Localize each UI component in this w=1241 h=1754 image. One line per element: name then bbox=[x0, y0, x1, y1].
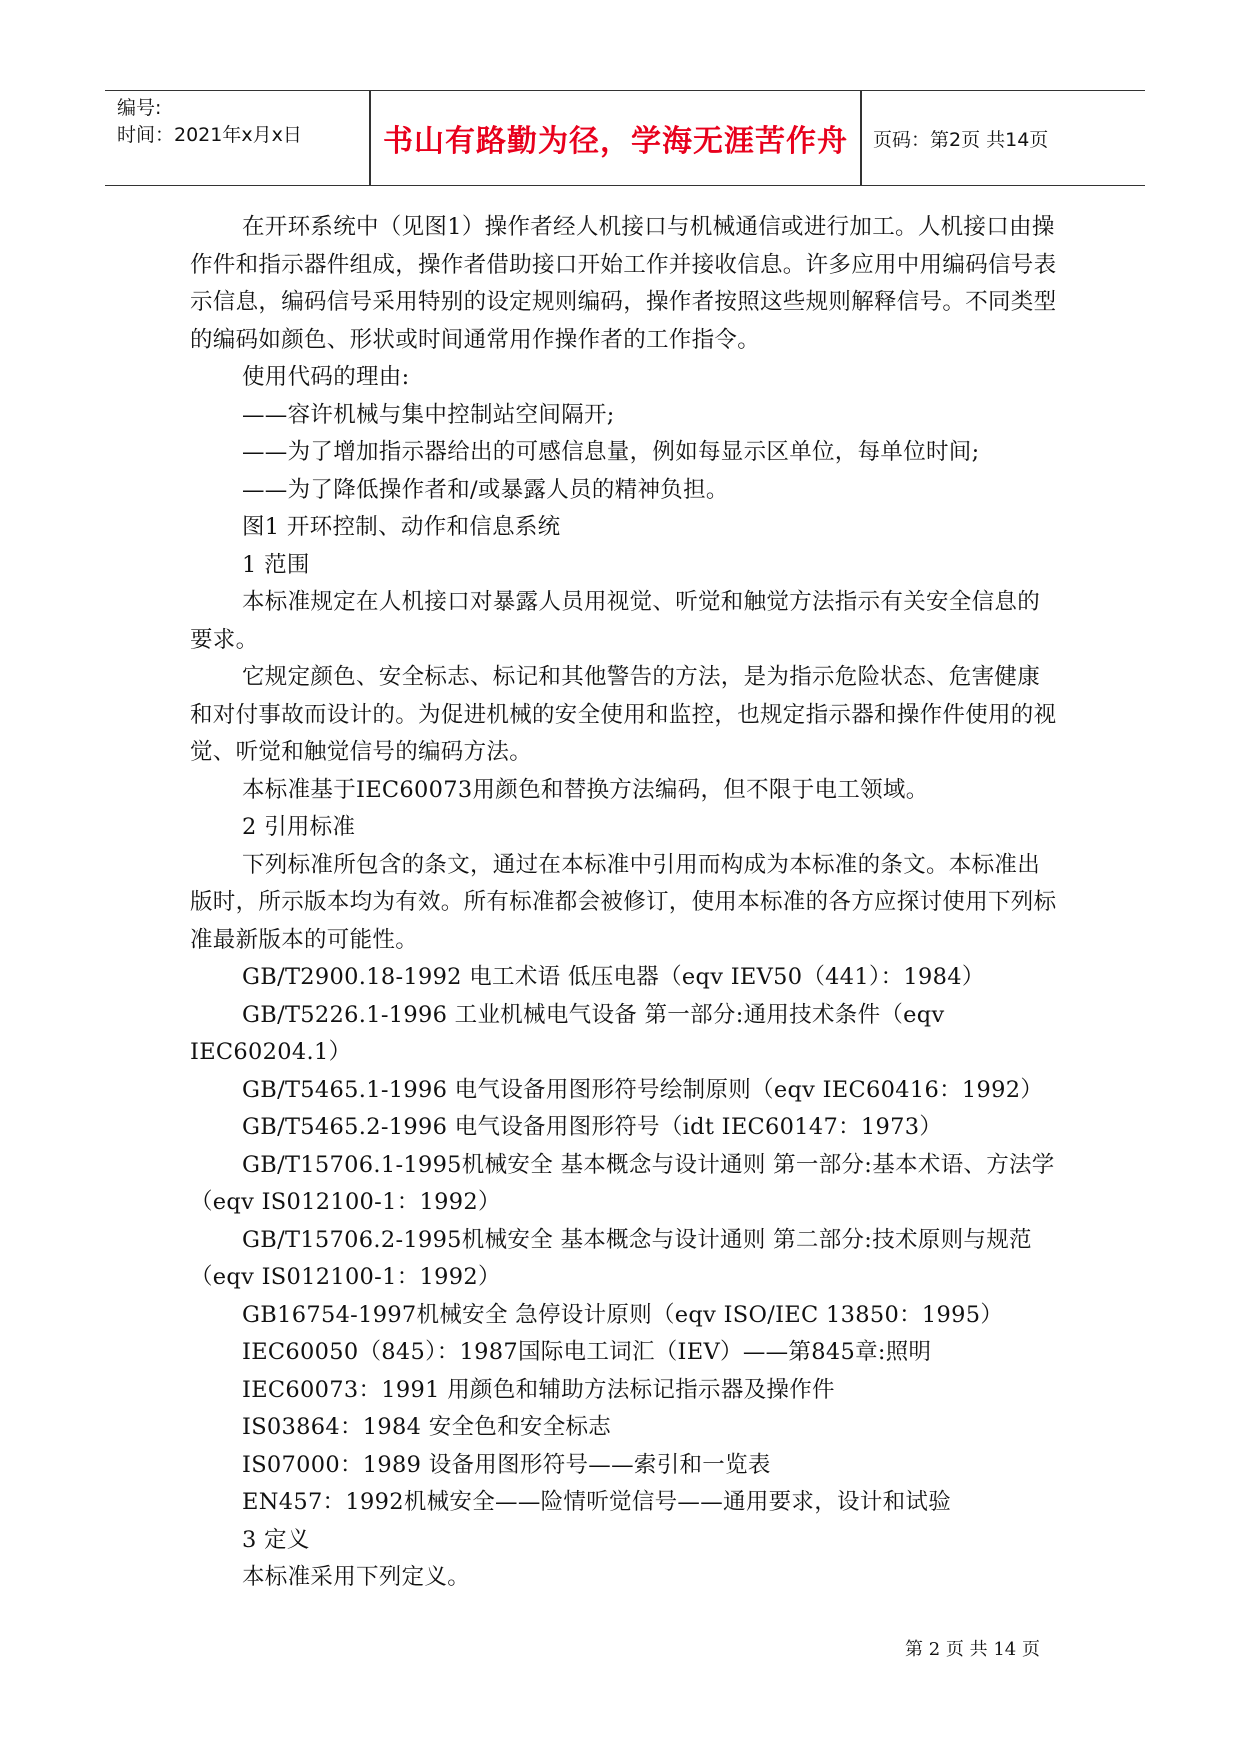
document-body bbox=[190, 209, 1060, 1597]
page-footer: 第 2 页 共 14 页 bbox=[905, 1639, 1040, 1660]
paragraph: 在开环系统中（见图1）操作者经人机接口与机械通信或进行加工。人机接口由操作件和指示器件组成，操作者借助接口开始工作并接收信息。许多应用中用编码信号表示信息，编码信号采用特别的设定规则编码，操作者按照这些规则解释信号。不同类型的编码如颜色、形状或时间通常用作操作者的工作指令。 bbox=[190, 214, 1057, 353]
reference-item: GB/T15706.2-1995机械安全 基本概念与设计通则 第二部分:技术原则与规范（eqv IS012100-1：1992） bbox=[190, 1226, 1032, 1290]
section-heading: 1 范围 bbox=[242, 551, 310, 578]
reference-item: IEC60073：1991 用颜色和辅助方法标记指示器及操作件 bbox=[242, 1376, 835, 1403]
list-item: ——为了降低操作者和/或暴露人员的精神负担。 bbox=[242, 476, 729, 503]
reference-item: GB/T2900.18-1992 电工术语 低压电器（eqv IEV50（441）：1984） bbox=[242, 964, 985, 990]
list-item: ——容许机械与集中控制站空间隔开; bbox=[242, 401, 615, 428]
paragraph: 本标准采用下列定义。 bbox=[242, 1564, 471, 1590]
reference-item: GB/T5465.2-1996 电气设备用图形符号（idt IEC60147：1973） bbox=[242, 1114, 943, 1140]
header-page-code: 页码：第2页 共14页 bbox=[873, 128, 1049, 151]
section-heading: 3 定义 bbox=[242, 1526, 310, 1553]
number-label: 编号: bbox=[117, 97, 162, 119]
paragraph: 它规定颜色、安全标志、标记和其他警告的方法，是为指示危险状态、危害健康和对付事故而设计的。为促进机械的安全使用和监控，也规定指示器和操作件使用的视觉、听觉和触觉信号的编码方法。 bbox=[190, 664, 1057, 765]
time-label: 时间：2021年x月x日 bbox=[117, 124, 302, 146]
paragraph: 下列标准所包含的条文，通过在本标准中引用而构成为本标准的条文。本标准出版时，所示版本均为有效。所有标准都会被修订，使用本标准的各方应探讨使用下列标准最新版本的可能性。 bbox=[190, 851, 1057, 953]
paragraph: 本标准规定在人机接口对暴露人员用视觉、听觉和触觉方法指示有关安全信息的要求。 bbox=[190, 589, 1041, 653]
paragraph: 本标准基于IEC60073用颜色和替换方法编码，但不限于电工领域。 bbox=[242, 776, 929, 803]
header-info bbox=[117, 95, 367, 181]
reference-item: GB/T5465.1-1996 电气设备用图形符号绘制原则（eqv IEC60416：1992） bbox=[242, 1076, 1044, 1103]
reference-item: IS03864：1984 安全色和安全标志 bbox=[242, 1414, 612, 1440]
reference-item: IS07000：1989 设备用图形符号——索引和一览表 bbox=[242, 1451, 771, 1478]
figure-caption: 图1 开环控制、动作和信息系统 bbox=[242, 514, 561, 540]
paragraph: 使用代码的理由: bbox=[242, 364, 410, 390]
header-motto: 书山有路勤为径，学海无涯苦作舟 bbox=[383, 124, 848, 159]
reference-item: GB/T15706.1-1995机械安全 基本概念与设计通则 第一部分:基本术语、方法学（eqv IS012100-1：1992） bbox=[190, 1151, 1055, 1215]
reference-item: IEC60050（845）：1987国际电工词汇（IEV）——第845章:照明 bbox=[242, 1339, 932, 1365]
page-header bbox=[105, 90, 1145, 186]
reference-item: GB/T5226.1-1996 工业机械电气设备 第一部分:通用技术条件（eqv IEC60204.1） bbox=[190, 1001, 945, 1065]
reference-item: GB16754-1997机械安全 急停设计原则（eqv ISO/IEC 13850：1995） bbox=[242, 1301, 1004, 1328]
header-divider bbox=[860, 91, 862, 185]
list-item: ——为了增加指示器给出的可感信息量，例如每显示区单位，每单位时间; bbox=[242, 439, 980, 465]
reference-item: EN457：1992机械安全——险情听觉信号——通用要求，设计和试验 bbox=[242, 1489, 952, 1515]
section-heading: 2 引用标准 bbox=[242, 814, 356, 840]
